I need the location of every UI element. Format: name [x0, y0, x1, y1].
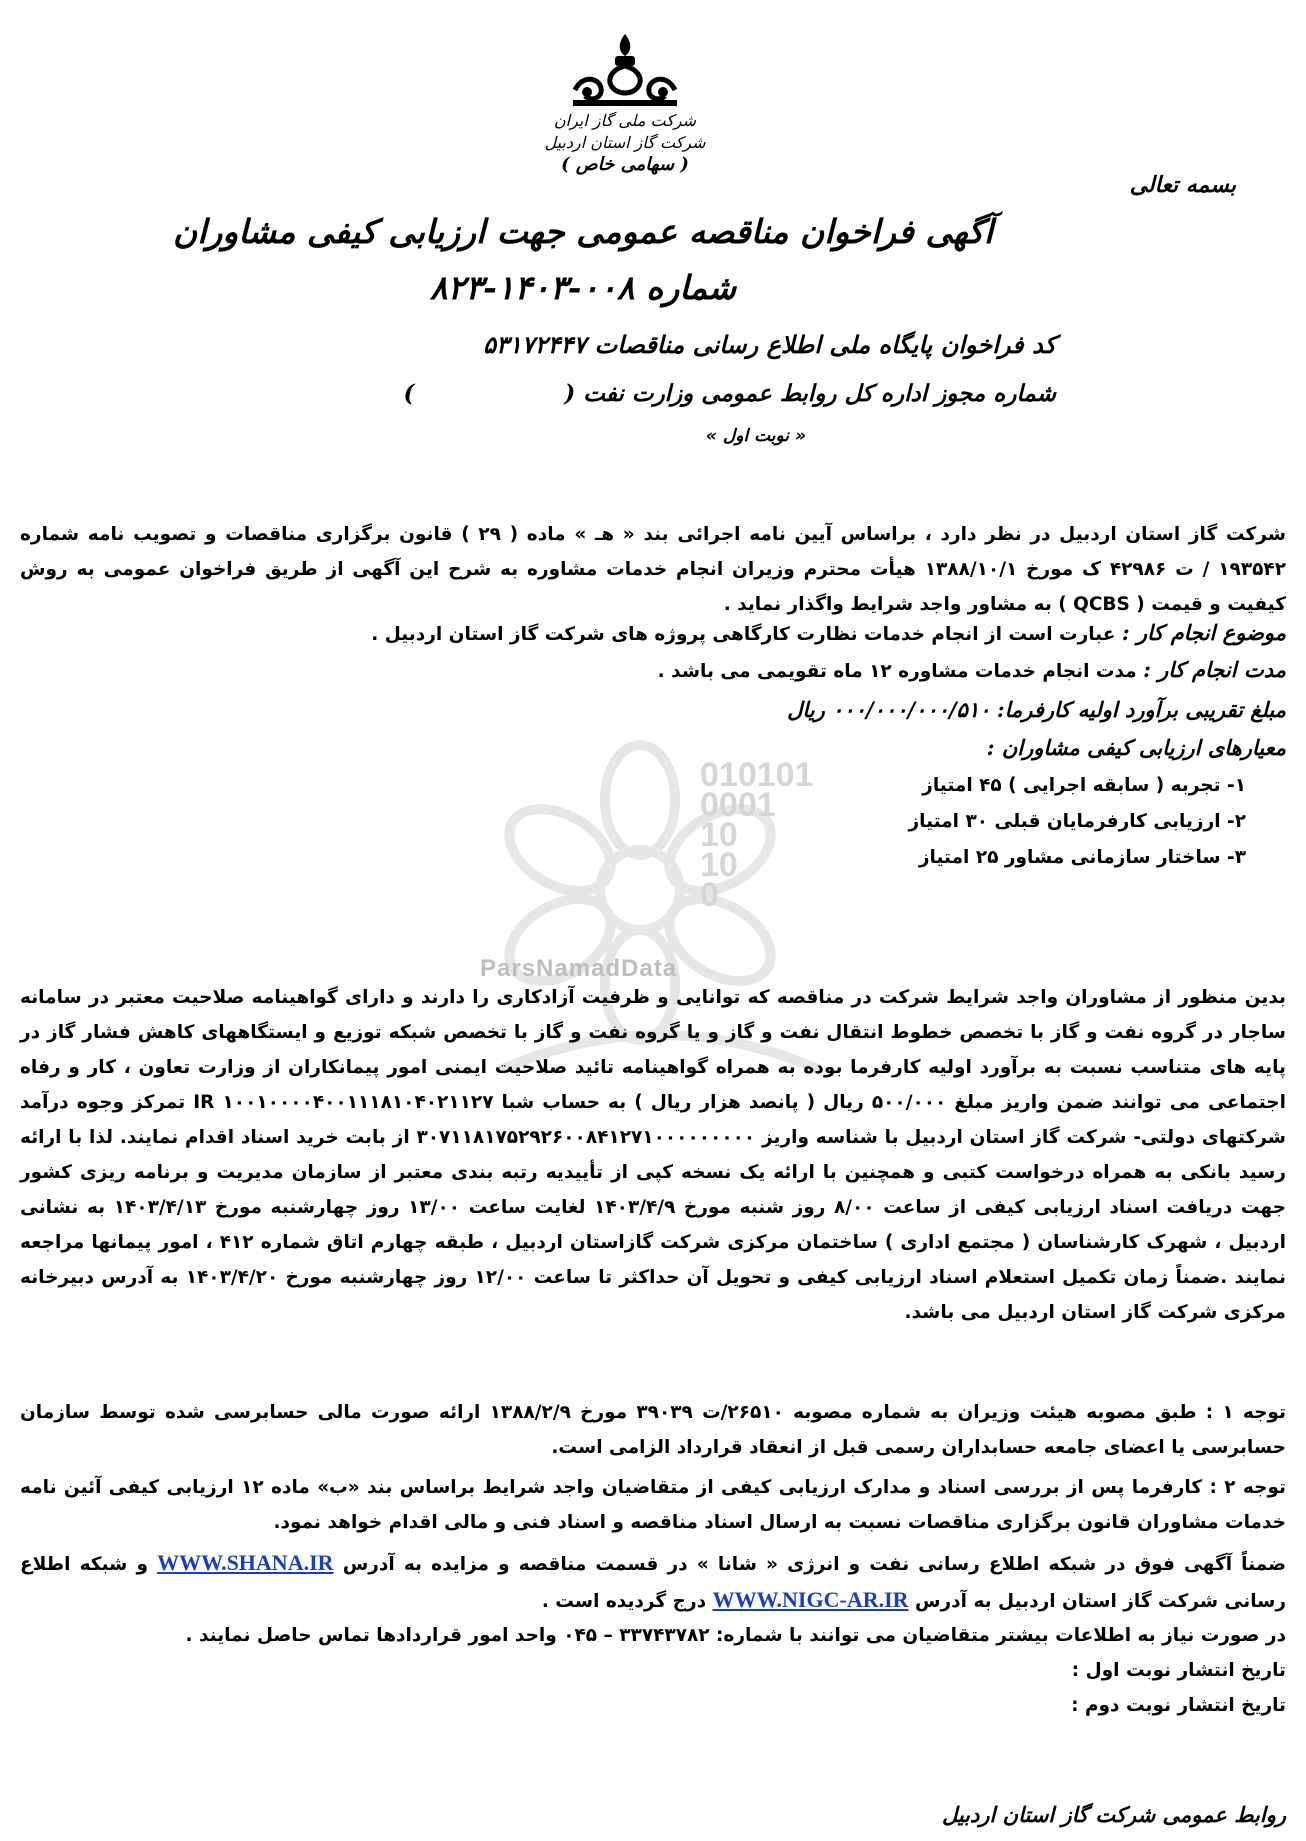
criteria-item: ۱- تجربه ( سابقه اجرایی ) ۴۵ امتیاز — [922, 775, 1246, 796]
duration-value: مدت انجام خدمات مشاوره ۱۲ ماه تقویمی می باشد . — [657, 661, 1137, 682]
title-main: آگهی فراخوان مناقصه عمومی جهت ارزیابی کیفی مشاوران — [172, 212, 994, 251]
logo-line-2: شرکت گاز استان اردبیل — [544, 133, 706, 152]
title-permit — [270, 380, 1056, 407]
publish-paragraph — [20, 1545, 1286, 1619]
criteria-item: ۲- ارزیابی کارفرمایان قبلی ۳۰ امتیاز — [908, 811, 1246, 832]
subject-label: موضوع انجام کار : — [1121, 620, 1286, 645]
basmala: بسمه تعالی — [1129, 172, 1236, 198]
publish-text-c: درج گردیده است . — [541, 1591, 707, 1612]
contact-line: در صورت نیاز به اطلاعات بیشتر متقاضیان می توانند با شماره: ۳۳۷۴۳۷۸۲ – ۰۴۵ واحد امور قراردادها تماس حاصل نمایند . — [185, 1625, 1286, 1646]
publish-text-a: ضمناً آگهی فوق در شبکه اطلاع رسانی نفت و انرژی « شانا » در قسمت مناقصه و مزایده به آدرس — [342, 1554, 1286, 1575]
publish-date-second: تاریخ انتشار نوبت دوم : — [1071, 1695, 1286, 1716]
criteria-heading — [987, 735, 1286, 760]
body-paragraph: بدین منظور از مشاوران واجد شرایط شرکت در مناقصه که توانایی و ظرفیت آزادکاری را دارند و دارای گواهینامه صلاحیت معتبر در سامانه ساجار در گروه نفت و گاز با تخصص خطوط انتقال نفت و گاز و یا گروه نفت و گاز با تخصص شبکه توزیع و ایستگاههای کاهش فشار گاز در پایه های متناسب نسبت به برآورد اولیه کارفرما بوده به همراه گواهینامه تائید صلاحیت ایمنی امور پیمانکاران از وزارت تعاون ، کار و رفاه اجتماعی می توانند ضمن واریز مبلغ ۵۰۰/۰۰۰ ریال ( پانصد هزار ریال ) به حساب شبا IR ۱۰۰۱۰۰۰۰۴۰۰۱۱۱۸۱۰۴۰۲۱۱۲۷ تمرکز وجوه درآمد شرکتهای دولتی- شرکت گاز استان اردبیل با شناسه واریز ۳۰۷۱۱۸۱۷۵۲۹۲۶۰۰۸۴۱۲۷۱۰۰۰۰۰۰۰۰۰ از بابت خرید اسناد اقدام نمایند. لذا با ارائه رسید بانکی به همراه درخواست کتبی و همچنین با ارائه یک نسخه کپی از تأییدیه رتبه بندی معتبر از سازمان مدیریت و برنامه ریزی کشور جهت دریافت اسناد ارزیابی کیفی از ساعت ۸/۰۰ روز شنبه مورخ ۱۴۰۳/۴/۹ لغایت ساعت ۱۳/۰۰ روز چهارشنبه مورخ ۱۴۰۳/۴/۱۳ به نشانی اردبیل ، شهرک کارشناسان ( مجتمع اداری ) ساختمان مرکزی شرکت گازاستان اردبیل ، طبقه چهارم اتاق شماره ۴۱۲ ، امور پیمانها مراجعه نمایند .ضمناً زمان تکمیل استعلام اسناد ارزیابی کیفی و تحویل آن حداکثر تا ساعت ۱۲/۰۰ روز چهارشنبه مورخ ۱۴۰۳/۴/۲۰ به آدرس دبیرخانه مرکزی شرکت گاز استان اردبیل می باشد. — [20, 987, 1286, 1323]
intro-paragraph: شرکت گاز استان اردبیل در نظر دارد ، براساس آیین نامه اجرائی بند « هـ » ماده ( ۲۹ ) قانون برگزاری مناقصات و تصویب نامه شماره ۱۹۳۵۴۲ / ت ۴۲۹۸۶ ک مورخ ۱۳۸۸/۱۰/۱ هیأت محترم وزیران انجام خدمات مشاوره به شرح این آگهی از طریق فراخوان عمومی به روش کیفیت و قیمت ( QCBS ) به مشاور واجد شرایط واگذار نماید . — [20, 524, 1286, 615]
criteria-label: معیارهای ارزیابی کیفی مشاوران : — [986, 735, 1286, 760]
flame-logo-icon — [565, 30, 685, 110]
shana-link[interactable]: WWW.SHANA.IR — [157, 1550, 334, 1575]
logo-line-1: شرکت ملی گاز ایران — [553, 111, 697, 130]
publish-text-b: و شبکه اطلاع رسانی شرکت گاز استان اردبیل به آدرس — [20, 1554, 1286, 1612]
estimate-value: ۰۰۰/۰۰۰/۰۰۰/۵۱۰ ریال — [787, 697, 991, 722]
duration-label: مدت انجام کار : — [1143, 657, 1286, 682]
logo-line-3: ( سهامی خاص ) — [561, 154, 689, 175]
note-2: توجه ۲ : کارفرما پس از بررسی اسناد و مدارک ارزیابی کیفی از متقاضیان واجد شرایط براساس بند «ب» ماده ۱۲ ارزیابی کیفی آئین نامه خدمات مشاوران قانون برگزاری مناقصات نسبت به ارسال اسناد مناقصه و اسناد فنی و مالی اقدام خواهد نمود. — [20, 1477, 1286, 1533]
subject-value: عبارت است از انجام خدمات نظارت کارگاهی پروژه های شرکت گاز استان اردبیل . — [371, 624, 1116, 645]
watermark-digit-line: 0001 — [700, 786, 776, 824]
footer-signature: روابط عمومی شرکت گاز استان اردبیل — [941, 1802, 1286, 1827]
watermark-digit-line: 10 — [700, 816, 738, 854]
title-number: شماره ۰۰۸-۱۴۰۳-۸۲۳ — [429, 268, 737, 307]
company-logo — [540, 30, 710, 195]
subject-line — [371, 620, 1286, 645]
watermark-digit-line: 010101 — [700, 756, 814, 794]
estimate-line — [787, 697, 1286, 722]
watermark-digit-line: 0 — [700, 876, 719, 914]
criteria-item: ۳- ساختار سازمانی مشاور ۲۵ امتیاز — [918, 847, 1246, 868]
watermark-digit-line: 10 — [700, 846, 738, 884]
nigc-link[interactable]: WWW.NIGC-AR.IR — [712, 1587, 909, 1612]
watermark-text: ParsNamadData — [480, 955, 678, 982]
publish-date-first: تاریخ انتشار نوبت اول : — [1071, 1660, 1286, 1681]
permit-open: شماره مجوز اداره کل روابط عمومی وزارت نفت ( — [564, 380, 1056, 407]
watermark-digits — [700, 756, 814, 914]
duration-line — [658, 657, 1286, 682]
note-1: توجه ۱ : طبق مصوبه هیئت وزیران به شماره مصوبه ۲۶۵۱۰/ت ۳۹۰۳۹ مورخ ۱۳۸۸/۲/۹ ارائه صورت مالی حسابرسی شده توسط سازمان حسابرسی یا اعضای جامعه حسابداران رسمی قبل از انعقاد قرارداد الزامی است. — [20, 1402, 1286, 1458]
permit-close: ) — [403, 380, 415, 407]
title-tender-code: کد فراخوان پایگاه ملی اطلاع رسانی مناقصات ۵۳۱۷۲۴۴۷ — [483, 330, 1056, 359]
round-label: « نوبت اول » — [705, 426, 806, 446]
estimate-label: مبلغ تقریبی برآورد اولیه کارفرما: — [996, 697, 1286, 722]
